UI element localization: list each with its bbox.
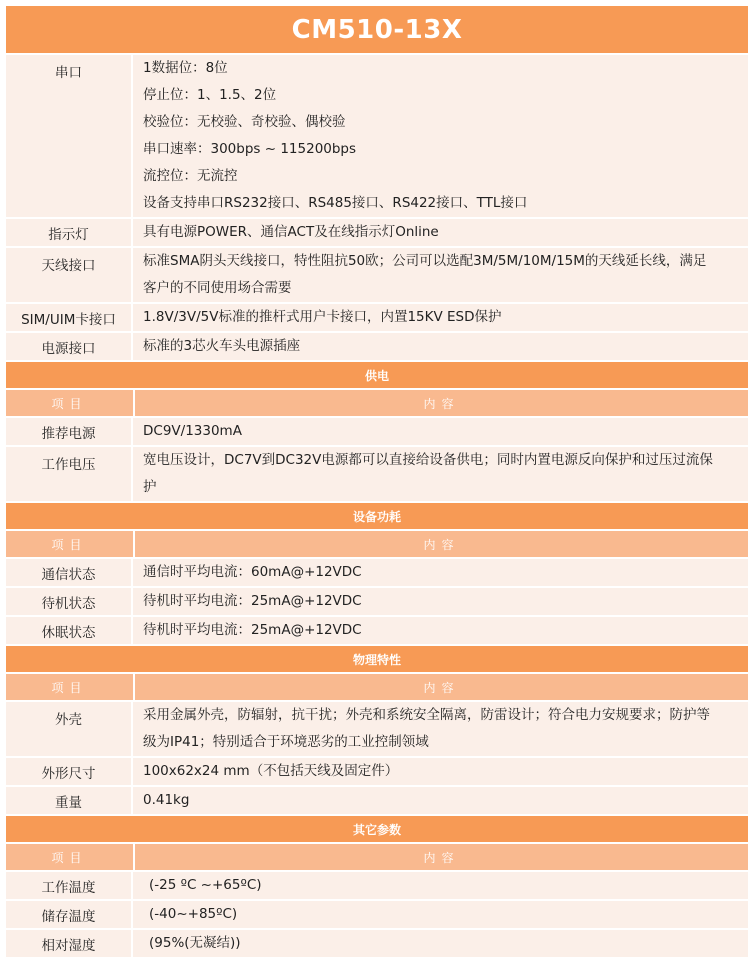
spec-label: 天线接口 xyxy=(6,248,133,302)
section-title-consumption: 设备功耗 xyxy=(6,501,748,529)
spec-label: SIM/UIM卡接口 xyxy=(6,304,133,331)
section-title-physical: 物理特性 xyxy=(6,644,748,672)
spec-row xyxy=(6,557,748,586)
spec-line: 停止位：1、1.5、2位 xyxy=(143,87,277,103)
spec-row-serial xyxy=(6,53,748,217)
header-content: 内容 xyxy=(423,537,460,552)
spec-row-sim xyxy=(6,302,748,331)
spec-row xyxy=(6,899,748,928)
spec-label: 外壳 xyxy=(6,702,133,756)
header-content: 内容 xyxy=(423,680,460,695)
spec-line: 标准的3芯火车头电源插座 xyxy=(143,338,301,354)
column-header xyxy=(6,672,748,700)
spec-label: 串口 xyxy=(6,55,133,217)
spec-row-power-port xyxy=(6,331,748,360)
spec-line: 1.8V/3V/5V标准的推杆式用户卡接口，内置15KV ESD保护 xyxy=(143,309,502,325)
spec-line: 1数据位：8位 xyxy=(143,60,228,76)
spec-row xyxy=(6,445,748,501)
section-title-power: 供电 xyxy=(6,360,748,388)
spec-line: 设备支持串口RS232接口、RS485接口、RS422接口、TTL接口 xyxy=(143,195,528,211)
spec-line: 级为IP41；特别适合于环境恶劣的工业控制领域 xyxy=(143,734,429,750)
spec-value xyxy=(133,702,748,756)
spec-label: 通信状态 xyxy=(6,559,133,586)
spec-label: 储存温度 xyxy=(6,901,133,928)
spec-value xyxy=(133,930,748,957)
spec-row xyxy=(6,756,748,785)
spec-label: 外形尺寸 xyxy=(6,758,133,785)
spec-label: 休眠状态 xyxy=(6,617,133,644)
spec-value xyxy=(133,901,748,928)
product-title: CM510-13X xyxy=(6,6,748,53)
spec-line: DC9V/1330mA xyxy=(143,423,242,439)
interface-block xyxy=(6,53,748,360)
spec-value xyxy=(133,55,748,217)
spec-line: 采用金属外壳，防辐射，抗干扰；外壳和系统安全隔离，防雷设计；符合电力安规要求；防护等 xyxy=(143,707,710,723)
spec-row xyxy=(6,615,748,644)
spec-label: 指示灯 xyxy=(6,219,133,246)
spec-value xyxy=(133,872,748,899)
spec-value xyxy=(133,559,748,586)
spec-label: 电源接口 xyxy=(6,333,133,360)
spec-line: 校验位：无校验、奇校验、偶校验 xyxy=(143,114,346,130)
spec-line: (95%(无凝结)) xyxy=(149,935,241,951)
header-content: 内容 xyxy=(423,396,460,411)
header-item: 项目 xyxy=(6,674,135,700)
column-header xyxy=(6,842,748,870)
spec-line: 标准SMA阴头天线接口，特性阻抗50欧；公司可以选配3M/5M/10M/15M的天线延长线，满足 xyxy=(143,253,707,269)
spec-line: (-25 ºC ~+65ºC) xyxy=(149,877,262,893)
spec-row xyxy=(6,928,748,957)
spec-row-antenna xyxy=(6,246,748,302)
header-content: 内容 xyxy=(423,850,460,865)
spec-line: 护 xyxy=(143,479,157,495)
spec-row-indicator xyxy=(6,217,748,246)
header-item: 项目 xyxy=(6,531,135,557)
spec-value xyxy=(133,333,748,360)
spec-row xyxy=(6,700,748,756)
spec-value xyxy=(133,787,748,814)
spec-value xyxy=(133,248,748,302)
spec-value xyxy=(133,447,748,501)
spec-row xyxy=(6,416,748,445)
spec-value xyxy=(133,758,748,785)
spec-value xyxy=(133,588,748,615)
spec-value xyxy=(133,219,748,246)
spec-line: 待机时平均电流：25mA@+12VDC xyxy=(143,622,362,638)
spec-row xyxy=(6,785,748,814)
spec-line: 具有电源POWER、通信ACT及在线指示灯Online xyxy=(143,224,439,240)
section-title-other: 其它参数 xyxy=(6,814,748,842)
spec-value xyxy=(133,418,748,445)
spec-line: (-40~+85ºC) xyxy=(149,906,238,922)
spec-value xyxy=(133,304,748,331)
spec-value xyxy=(133,617,748,644)
column-header xyxy=(6,529,748,557)
spec-label: 重量 xyxy=(6,787,133,814)
spec-line: 串口速率：300bps ~ 115200bps xyxy=(143,141,357,157)
header-item: 项目 xyxy=(6,844,135,870)
spec-line: 流控位：无流控 xyxy=(143,168,238,184)
header-item: 项目 xyxy=(6,390,135,416)
spec-label: 工作电压 xyxy=(6,447,133,501)
spec-row xyxy=(6,586,748,615)
spec-label: 待机状态 xyxy=(6,588,133,615)
spec-label: 推荐电源 xyxy=(6,418,133,445)
spec-label: 工作温度 xyxy=(6,872,133,899)
spec-line: 宽电压设计，DC7V到DC32V电源都可以直接给设备供电；同时内置电源反向保护和过压过流保 xyxy=(143,452,713,468)
spec-line: 待机时平均电流：25mA@+12VDC xyxy=(143,593,362,609)
spec-row xyxy=(6,870,748,899)
spec-line: 通信时平均电流：60mA@+12VDC xyxy=(143,564,362,580)
column-header xyxy=(6,388,748,416)
spec-line: 0.41kg xyxy=(143,792,190,808)
spec-line: 客户的不同使用场合需要 xyxy=(143,280,292,296)
spec-line: 100x62x24 mm（不包括天线及固定件） xyxy=(143,763,399,779)
spec-label: 相对湿度 xyxy=(6,930,133,957)
spec-sheet xyxy=(6,6,748,957)
